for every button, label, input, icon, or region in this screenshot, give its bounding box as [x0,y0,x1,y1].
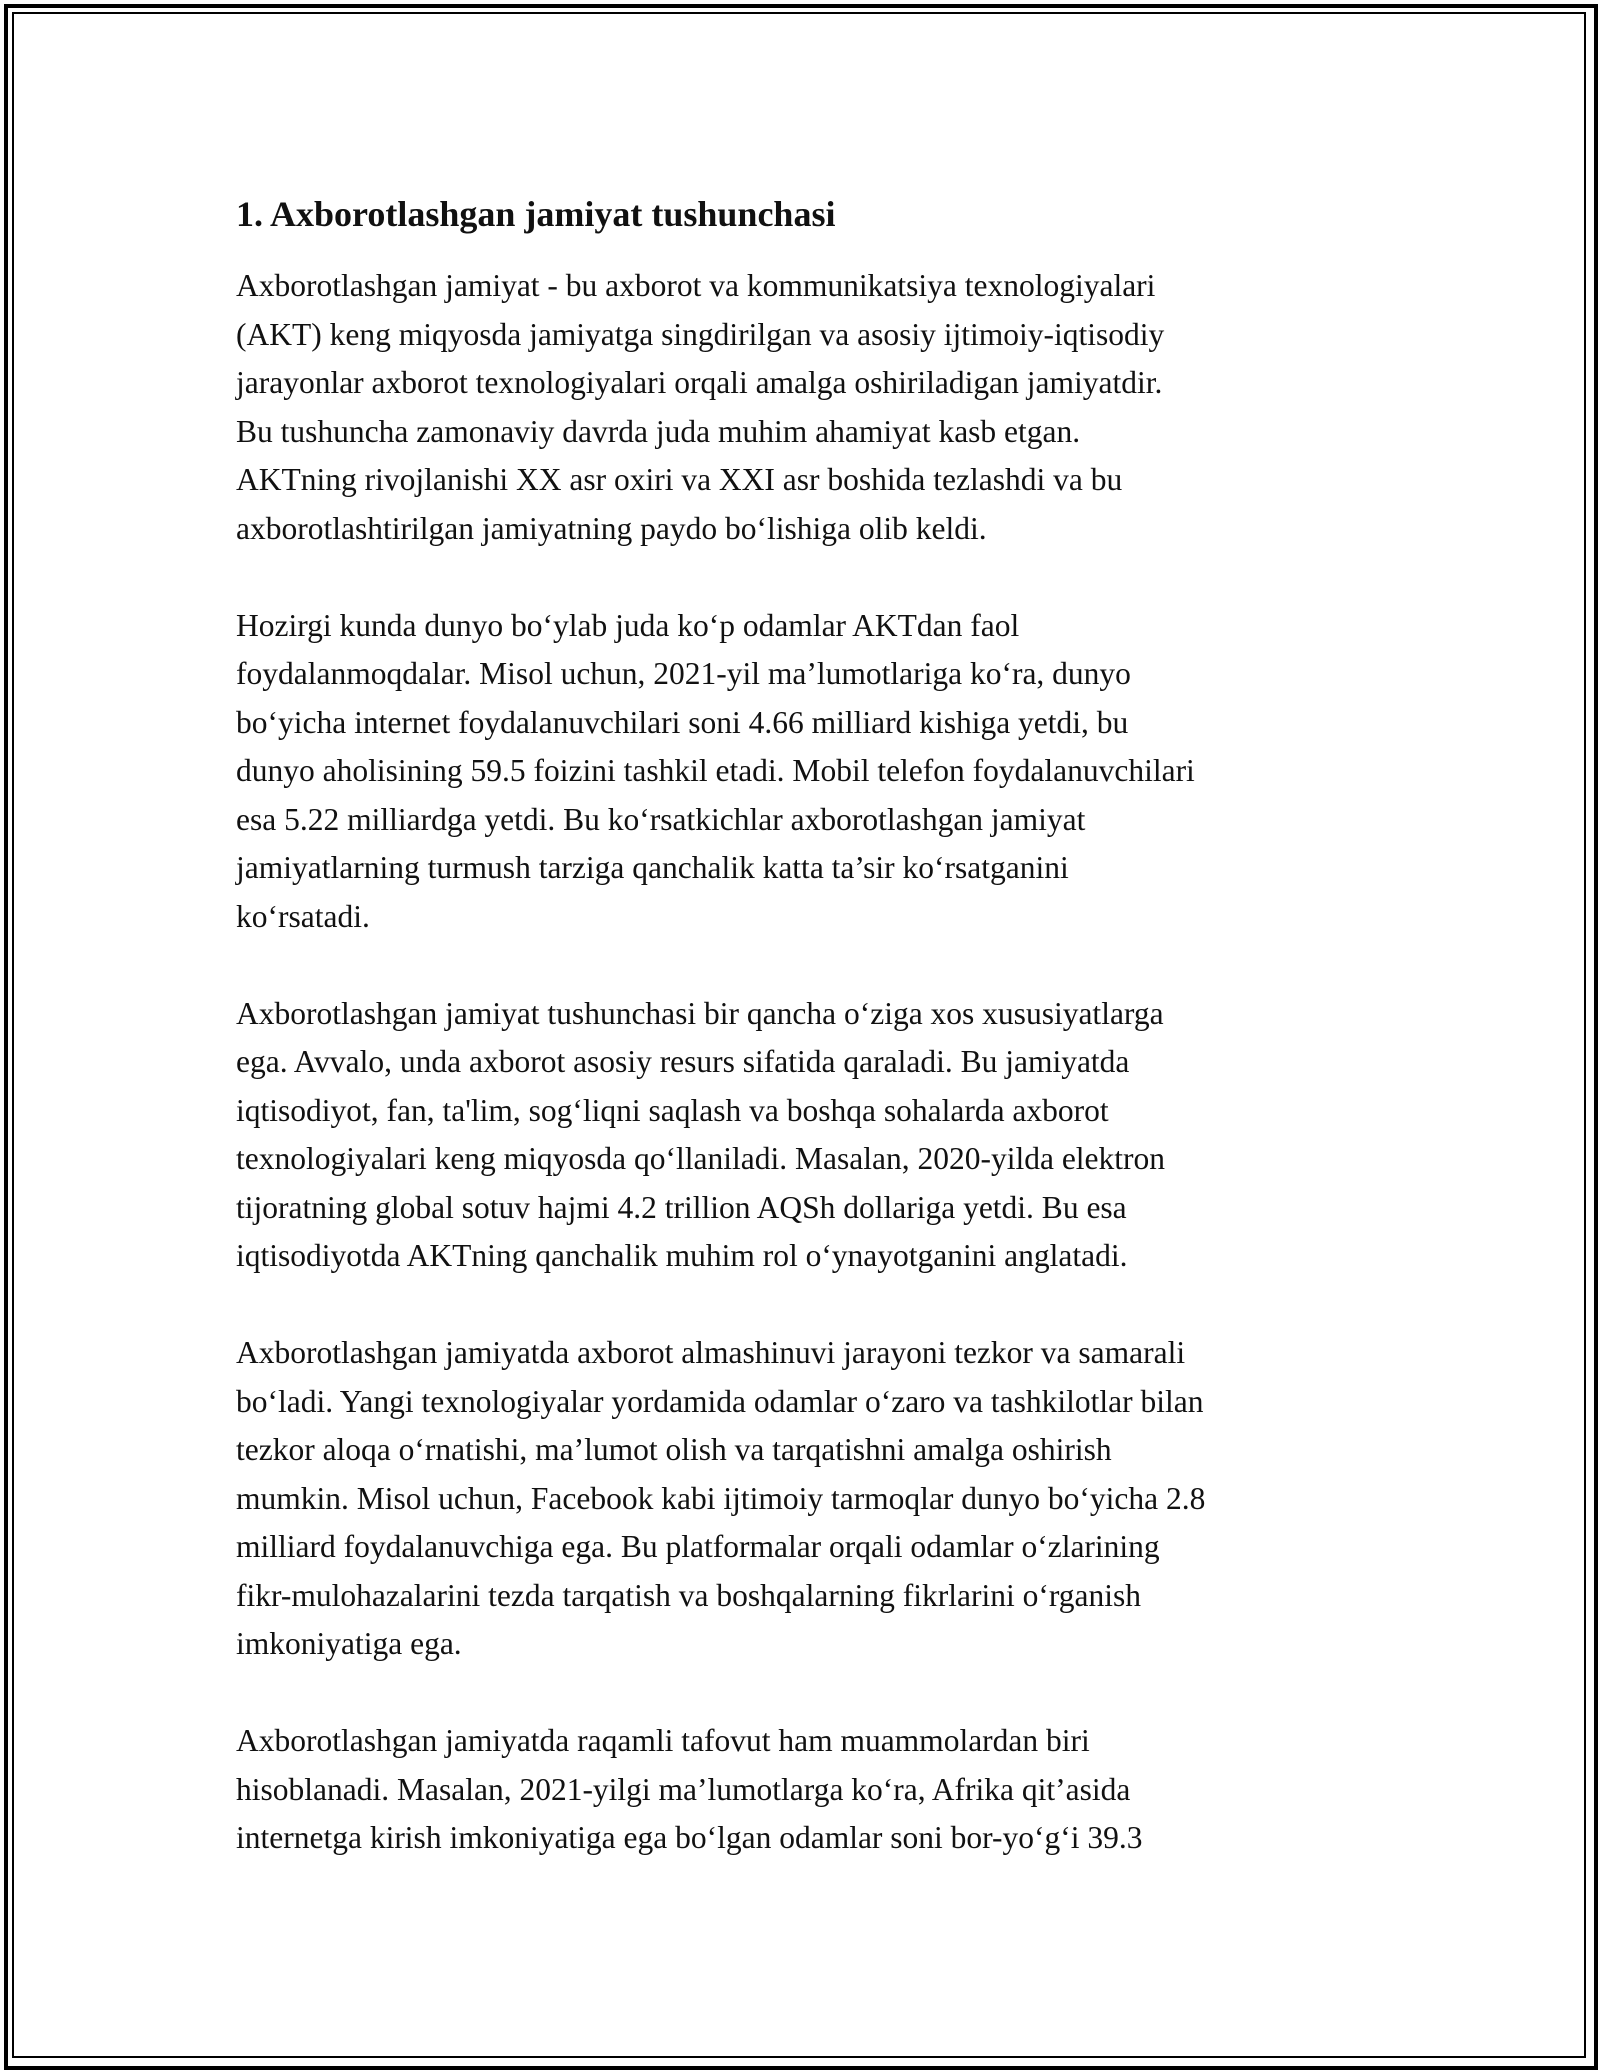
text-line: dunyo aholisining 59.5 foizini tashkil etadi. Mobil telefon foydalanuvchilari [236,753,1195,788]
text-line: Axborotlashgan jamiyatda axborot almashinuvi jarayoni tezkor va samarali [236,1335,1186,1370]
paragraph-3 [236,990,1416,1281]
text-line: bo‘yicha internet foydalanuvchilari soni 4.66 milliard kishiga yetdi, bu [236,704,1129,740]
text-line: tezkor aloqa o‘rnatishi, ma’lumot olish va tarqatishni amalga oshirish [236,1432,1112,1467]
text-line: esa 5.22 milliardga yetdi. Bu ko‘rsatkichlar axborotlashgan jamiyat [236,801,1086,837]
paragraph-1 [236,262,1416,553]
text-line: ko‘rsatadi. [236,898,370,934]
text-line: milliard foydalanuvchiga ega. Bu platformalar orqali odamlar o‘zlarining [236,1529,1160,1564]
text-line: jarayonlar axborot texnologiyalari orqali amalga oshiriladigan jamiyatdir. [236,365,1163,400]
section-heading: 1. Axborotlashgan jamiyat tushunchasi [236,194,836,234]
text-line: jamiyatlarning turmush tarziga qanchalik katta ta’sir ko‘rsatganini [236,850,1069,885]
text-line: Axborotlashgan jamiyatda raqamli tafovut ham muammolardan biri [236,1723,1090,1758]
text-line: AKTning rivojlanishi XX asr oxiri va XXI asr boshida tezlashdi va bu [236,462,1123,497]
text-line: Hozirgi kunda dunyo bo‘ylab juda ko‘p odamlar AKTdan faol [236,607,1020,643]
text-line: axborotlashtirilgan jamiyatning paydo bo‘lishiga olib keldi. [236,510,987,546]
text-line: iqtisodiyotda AKTning qanchalik muhim rol o‘ynayotganini anglatadi. [236,1238,1128,1273]
text-line: mumkin. Misol uchun, Facebook kabi ijtimoiy tarmoqlar dunyo bo‘yicha 2.8 [236,1480,1206,1516]
paragraph-2 [236,602,1416,942]
document-body [236,186,1416,1911]
text-line: Axborotlashgan jamiyat - bu axborot va kommunikatsiya texnologiyalari [236,268,1156,303]
text-line: internetga kirish imkoniyatiga ega bo‘lgan odamlar soni bor-yo‘g‘i 39.3 [236,1820,1143,1855]
text-line: iqtisodiyot, fan, ta'lim, sog‘liqni saqlash va boshqa sohalarda axborot [236,1092,1109,1128]
text-line: Axborotlashgan jamiyat tushunchasi bir qancha o‘ziga xos xususiyatlarga [236,995,1164,1031]
text-line: (AKT) keng miqyosda jamiyatga singdirilgan va asosiy ijtimoiy-iqtisodiy [236,316,1165,352]
paragraph-5 [236,1717,1416,1863]
text-line: hisoblanadi. Masalan, 2021-yilgi ma’lumotlarga ko‘ra, Afrika qit’asida [236,1771,1131,1807]
text-line: bo‘ladi. Yangi texnologiyalar yordamida odamlar o‘zaro va tashkilotlar bilan [236,1383,1204,1419]
text-line: foydalanmoqdalar. Misol uchun, 2021-yil ma’lumotlariga ko‘ra, dunyo [236,656,1131,691]
text-line: imkoniyatiga ega. [236,1626,462,1661]
paragraph-4 [236,1329,1416,1669]
text-line: ega. Avvalo, unda axborot asosiy resurs sifatida qaraladi. Bu jamiyatda [236,1044,1130,1079]
text-line: tijoratning global sotuv hajmi 4.2 trillion AQSh dollariga yetdi. Bu esa [236,1189,1127,1225]
text-line: texnologiyalari keng miqyosda qo‘llaniladi. Masalan, 2020-yilda elektron [236,1141,1166,1176]
text-line: Bu tushuncha zamonaviy davrda juda muhim ahamiyat kasb etgan. [236,413,1081,449]
text-line: fikr-mulohazalarini tezda tarqatish va boshqalarning fikrlarini o‘rganish [236,1577,1141,1613]
